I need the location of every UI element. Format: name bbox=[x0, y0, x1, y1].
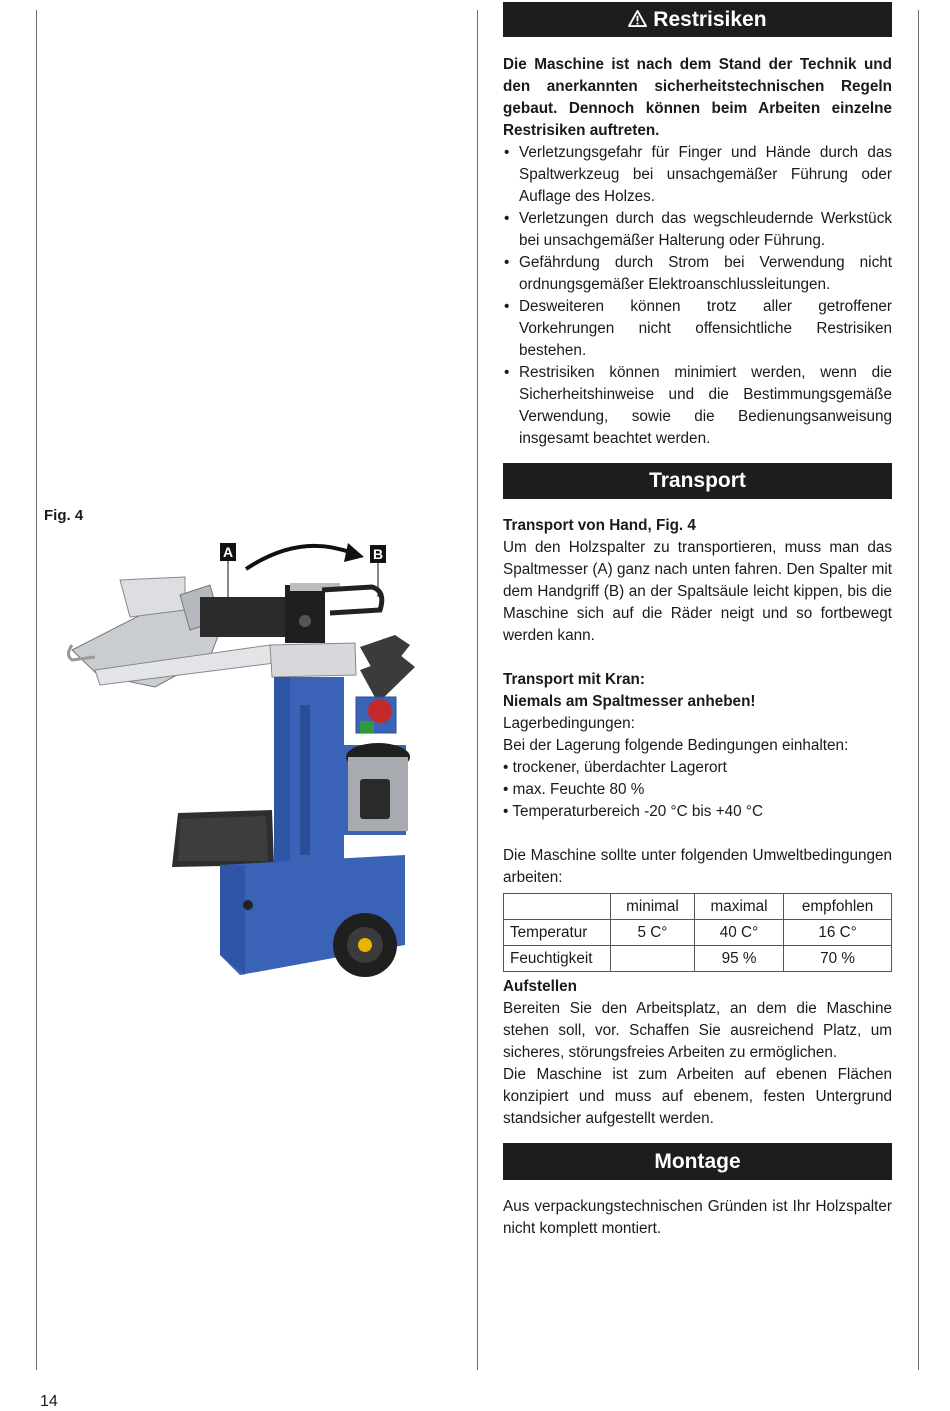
log-splitter-figure bbox=[60, 535, 430, 985]
restrisiken-heading: Restrisiken bbox=[653, 8, 767, 31]
left-margin-rule bbox=[36, 10, 37, 1370]
table-header-cell: empfohlen bbox=[784, 894, 892, 920]
montage-text: Aus verpackungstechnischen Gründen ist Ihr Holzspalter nicht komplett montiert. bbox=[503, 1198, 892, 1237]
list-item: • Temperaturbereich -20 °C bis +40 °C bbox=[503, 803, 764, 820]
restrisiken-list bbox=[503, 142, 892, 450]
table-cell: 5 C° bbox=[611, 920, 695, 946]
transport-heading: Transport bbox=[649, 469, 746, 492]
montage-section bbox=[503, 1196, 892, 1240]
table-cell bbox=[611, 946, 695, 972]
setup-text-2: Die Maschine ist zum Arbeiten auf ebenen Flächen konzipiert und muss auf ebenem, festen Untergrund standsicher aufgestellt werden. bbox=[503, 1066, 892, 1127]
restrisiken-heading-bar bbox=[503, 2, 892, 37]
restrisiken-intro: Die Maschine ist nach dem Stand der Technik und den anerkannten sicherheitstechnischen Regeln gebaut. Dennoch können beim Arbeiten einzelne Restrisiken auftreten. bbox=[503, 56, 892, 139]
table-cell: 40 C° bbox=[694, 920, 783, 946]
transport-crane-warning: Niemals am Spaltmesser anheben! bbox=[503, 693, 756, 710]
setup-title: Aufstellen bbox=[503, 978, 577, 995]
column-divider-rule bbox=[477, 10, 478, 1370]
transport-section bbox=[503, 515, 892, 1130]
list-item: • Verletzungsgefahr für Finger und Hände durch das Spaltwerkzeug bei unsachgemäßer Führung oder Auflage des Holzes. bbox=[503, 142, 892, 208]
table-header-row bbox=[504, 894, 892, 920]
transport-hand-title: Transport von Hand, Fig. 4 bbox=[503, 517, 696, 534]
list-item: • Desweiteren können trotz aller getroffener Vorkehrungen nicht offensichtliche Restrisiken bestehen. bbox=[503, 296, 892, 362]
setup-text-1: Bereiten Sie den Arbeitsplatz, an dem die Maschine stehen soll, vor. Schaffen Sie ausreichend Platz, um sicheres, störungsfreies Arbeiten zu ermöglichen. bbox=[503, 1000, 892, 1061]
transport-heading-bar bbox=[503, 463, 892, 499]
list-item: • Restrisiken können minimiert werden, wenn die Sicherheitshinweise und die Bestimmungsgemäße Verwendung, sowie die Bedienungsanweisung insgesamt beachtet werden. bbox=[503, 362, 892, 450]
storage-list bbox=[503, 757, 892, 823]
table-cell: Feuchtigkeit bbox=[504, 946, 611, 972]
figure-label: Fig. 4 bbox=[44, 507, 84, 524]
list-item: • max. Feuchte 80 % bbox=[503, 781, 645, 798]
warning-triangle-icon bbox=[628, 8, 653, 31]
storage-title: Lagerbedingungen: bbox=[503, 715, 635, 732]
environment-table bbox=[503, 893, 892, 972]
table-header-cell: minimal bbox=[611, 894, 695, 920]
list-item: • trockener, überdachter Lagerort bbox=[503, 759, 727, 776]
table-row bbox=[504, 920, 892, 946]
storage-intro: Bei der Lagerung folgende Bedingungen einhalten: bbox=[503, 737, 849, 754]
restrisiken-section bbox=[503, 54, 892, 450]
table-row bbox=[504, 946, 892, 972]
table-header-cell: maximal bbox=[694, 894, 783, 920]
transport-crane-title: Transport mit Kran: bbox=[503, 671, 645, 688]
list-item: • Verletzungen durch das wegschleudernde Werkstück bei unsachgemäßer Halterung oder Führung. bbox=[503, 208, 892, 252]
table-cell: 95 % bbox=[694, 946, 783, 972]
table-header-cell bbox=[504, 894, 611, 920]
table-cell: 16 C° bbox=[784, 920, 892, 946]
montage-heading: Montage bbox=[654, 1150, 741, 1173]
transport-hand-text: Um den Holzspalter zu transportieren, muss man das Spaltmesser (A) ganz nach unten fahren. Den Spalter mit dem Handgriff (B) an der Spaltsäule leicht kippen, bis die Maschine sich auf die Räder neigt und so fortbewegt werden kann. bbox=[503, 539, 892, 644]
table-cell: 70 % bbox=[784, 946, 892, 972]
right-margin-rule bbox=[918, 10, 919, 1370]
marker-b-label: B bbox=[372, 546, 384, 562]
list-item: • Gefährdung durch Strom bei Verwendung nicht ordnungsgemäßer Elektroanschlussleitungen. bbox=[503, 252, 892, 296]
montage-heading-bar bbox=[503, 1143, 892, 1180]
marker-a-label: A bbox=[222, 544, 234, 560]
page-number: 14 bbox=[40, 1393, 58, 1410]
env-intro: Die Maschine sollte unter folgenden Umweltbedingungen arbeiten: bbox=[503, 847, 892, 886]
table-cell: Temperatur bbox=[504, 920, 611, 946]
